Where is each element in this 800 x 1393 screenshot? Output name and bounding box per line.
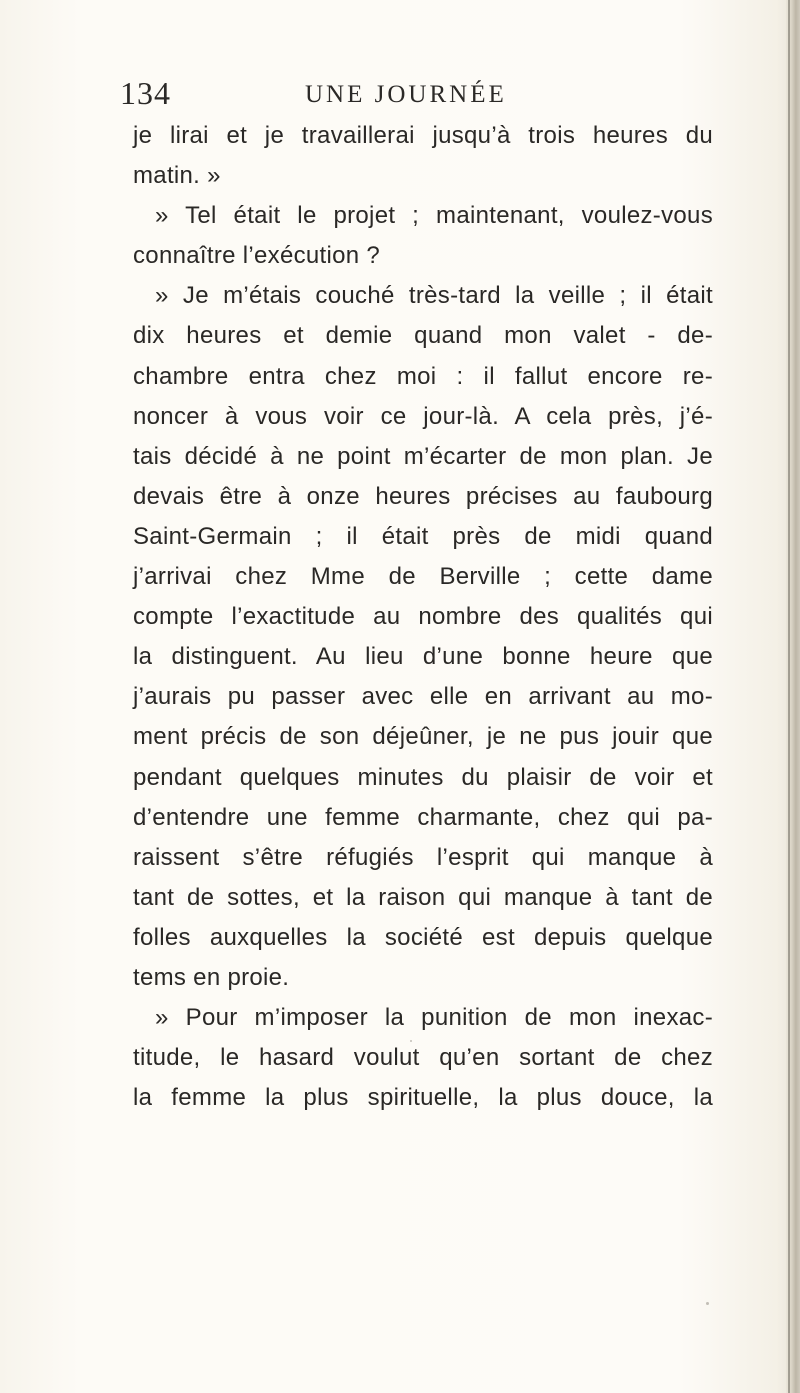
text-line: j’arrivai chez Mme de Berville ; cette dame: [133, 563, 713, 591]
text-line: pendant quelques minutes du plaisir de voir et: [133, 763, 713, 791]
text-line: titude, le hasard voulut qu’en sortant de chez: [133, 1044, 713, 1072]
text-line: tais décidé à ne point m’écarter de mon plan. Je: [133, 442, 713, 470]
text-line: ment précis de son déjeûner, je ne pus jouir que: [133, 723, 713, 751]
text-line: tems en proie.: [133, 963, 290, 991]
page-header: [120, 75, 720, 115]
text-line: la distinguent. Au lieu d’une bonne heure que: [133, 643, 713, 671]
text-line: d’entendre une femme charmante, chez qui pa-: [133, 803, 713, 831]
text-line: folles auxquelles la société est depuis quelque: [133, 923, 713, 951]
text-line: dix heures et demie quand mon valet - de-: [133, 322, 713, 350]
text-line: noncer à vous voir ce jour-là. A cela près, j’é-: [133, 402, 713, 430]
page-number: 134: [120, 75, 171, 111]
text-line: j’aurais pu passer avec elle en arrivant au mo-: [133, 683, 713, 711]
text-line: Saint-Germain ; il était près de midi quand: [133, 522, 713, 550]
text-line: » Pour m’imposer la punition de mon inexac-: [155, 1004, 713, 1032]
paper-speck: [706, 1302, 709, 1305]
text-line: compte l’exactitude au nombre des qualités qui: [133, 603, 713, 631]
running-title: UNE JOURNÉE: [305, 81, 507, 108]
text-line: connaître l’exécution ?: [133, 242, 381, 270]
text-line: » Je m’étais couché très-tard la veille ; il était: [155, 282, 713, 310]
page-edge-line: [788, 0, 790, 1393]
text-line: chambre entra chez moi : il fallut encore re-: [133, 362, 713, 390]
text-line: devais être à onze heures précises au faubourg: [133, 482, 713, 510]
text-line: la femme la plus spirituelle, la plus douce, la: [133, 1084, 713, 1112]
text-line: raissent s’être réfugiés l’esprit qui manque à: [133, 843, 713, 871]
text-line: » Tel était le projet ; maintenant, voulez-vous: [155, 202, 713, 230]
body-text: [133, 116, 713, 1118]
text-line: tant de sottes, et la raison qui manque à tant de: [133, 883, 713, 911]
text-line: matin. »: [133, 162, 221, 190]
paper-speck: [410, 1040, 412, 1042]
text-line: je lirai et je travaillerai jusqu’à trois heures du: [133, 122, 713, 149]
